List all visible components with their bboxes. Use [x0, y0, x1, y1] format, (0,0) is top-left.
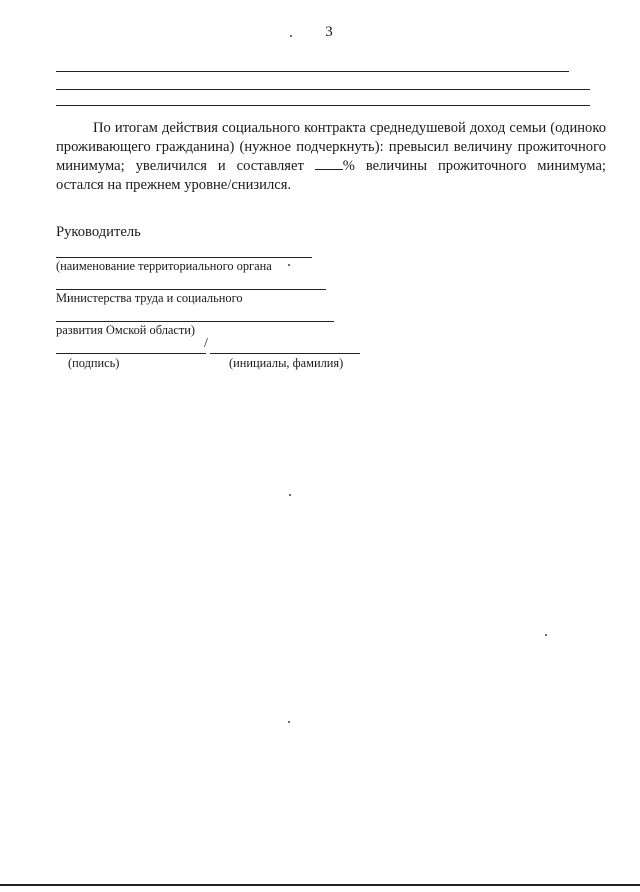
scan-speck	[288, 721, 290, 723]
paragraph-part-1: По итогам действия социального контракта среднедушевой доход семьи (одиноко проживающего гражданина) (нужное подчеркнуть): превысил величину прожиточного минимума; увеличился и составляет	[56, 120, 606, 174]
signature-slash: /	[204, 336, 208, 351]
org-line-3-rule	[56, 321, 334, 322]
percent-blank	[315, 157, 343, 170]
scan-speck	[289, 494, 291, 496]
result-paragraph	[56, 119, 606, 195]
org-line-1: (наименование территориального органа	[56, 259, 272, 273]
name-rule	[210, 353, 360, 354]
scan-speck	[290, 35, 292, 37]
org-line-2: Министерства труда и социального	[56, 291, 243, 305]
blank-line-2	[56, 89, 590, 90]
blank-line-3	[56, 105, 590, 106]
page-number: 3	[325, 24, 333, 40]
name-caption: (инициалы, фамилия)	[229, 356, 344, 370]
org-line-2-rule	[56, 289, 326, 290]
scan-speck	[288, 264, 290, 266]
org-line-3: развития Омской области)	[56, 323, 196, 337]
head-label: Руководитель	[56, 224, 141, 240]
scan-bottom-edge	[0, 884, 640, 886]
blank-line-1	[56, 71, 569, 72]
paragraph-part-2: % величины прожиточного минимума; остался на прежнем уровне/снизился.	[56, 158, 606, 193]
org-line-1-rule	[56, 257, 312, 258]
scan-speck	[545, 634, 547, 636]
signature-rule	[56, 353, 206, 354]
signature-caption: (подпись)	[68, 356, 120, 370]
